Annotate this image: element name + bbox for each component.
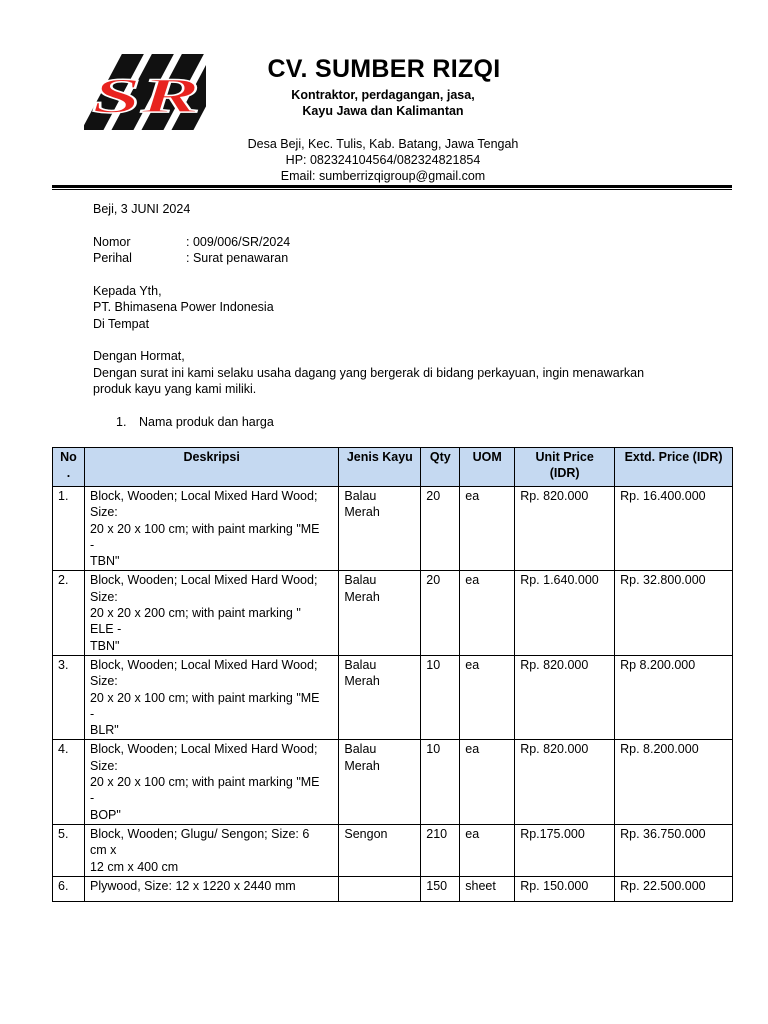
cell-deskripsi-line: Size: [89,589,118,604]
cell-qty: 10 [421,740,460,824]
greeting: Dengan Hormat, [93,349,185,363]
place-date: Beji, 3 JUNI 2024 [93,202,191,216]
cell-unit-price: Rp. 1.640.000 [515,571,615,655]
cell-deskripsi-line: Size: [89,674,118,689]
company-address: Desa Beji, Kec. Tulis, Kab. Batang, Jawa Tengah [247,137,519,151]
cell-deskripsi-line: Plywood, Size: 12 x 1220 x 2440 mm [89,878,296,893]
cell-extd-price: Rp. 36.750.000 [615,824,733,876]
cell-uom: sheet [460,876,515,901]
cell-deskripsi [84,487,338,571]
cell-jenis-kayu [339,740,421,824]
cell-no: 6. [53,876,85,901]
cell-deskripsi-line: 12 cm x 400 cm [89,859,179,874]
cell-deskripsi-line: ELE - [89,622,122,637]
perihal-value: : Surat penawaran [186,251,289,265]
recipient-line-2: PT. Bhimasena Power Indonesia [93,300,274,314]
cell-qty: 150 [421,876,460,901]
logo-text: SR [92,67,200,123]
body-line-2: produk kayu yang kami miliki. [93,382,257,396]
table-row [53,487,733,571]
cell-deskripsi-line: 20 x 20 x 100 cm; with paint marking "ME [89,690,320,705]
cell-extd-price: Rp. 8.200.000 [615,740,733,824]
cell-deskripsi [84,740,338,824]
cell-unit-price: Rp.175.000 [515,824,615,876]
cell-jenis-kayu-line: Balau [344,489,377,503]
header-extd-price: Extd. Price (IDR) [615,448,733,487]
table-row [53,655,733,739]
cell-extd-price: Rp 8.200.000 [615,655,733,739]
cell-jenis-kayu-line: Merah [344,674,380,689]
cell-deskripsi-line: 20 x 20 x 200 cm; with paint marking " [89,606,301,621]
recipient-line-3: Di Tempat [93,317,150,331]
cell-deskripsi-line: - [89,706,95,721]
recipient-line-1: Kepada Yth, [93,284,162,298]
cell-jenis-kayu-line: Merah [344,758,380,773]
cell-jenis-kayu-line: Balau [344,742,377,757]
cell-extd-price: Rp. 32.800.000 [615,571,733,655]
cell-deskripsi-line: BLR" [89,723,119,738]
cell-uom: ea [460,740,515,824]
cell-no: 3. [53,655,85,739]
cell-deskripsi-line: Size: [89,758,118,773]
cell-unit-price: Rp. 820.000 [515,655,615,739]
cell-deskripsi-line: - [89,791,95,806]
list-text: Nama produk dan harga [139,415,274,429]
cell-jenis-kayu [339,876,421,901]
cell-qty: 20 [421,487,460,571]
cell-deskripsi-line: TBN" [89,638,120,653]
cell-deskripsi-line: Block, Wooden; Glugu/ Sengon; Size: 6 [89,826,310,841]
cell-qty: 210 [421,824,460,876]
cell-deskripsi [84,824,338,876]
body-line-1: Dengan surat ini kami selaku usaha dagang yang bergerak di bidang perkayuan, ingin menawarkan [93,366,645,380]
table-row [53,571,733,655]
cell-jenis-kayu [339,487,421,571]
cell-jenis-kayu-line: Balau [344,573,377,588]
cell-no: 4. [53,740,85,824]
header-qty: Qty [421,448,460,487]
perihal-label: Perihal [93,251,132,265]
cell-unit-price: Rp. 150.000 [515,876,615,901]
cell-deskripsi [84,571,338,655]
cell-no: 2. [53,571,85,655]
company-name: CV. SUMBER RIZQI [267,55,501,83]
cell-extd-price: Rp. 22.500.000 [615,876,733,901]
cell-jenis-kayu [339,571,421,655]
list-number: 1. [116,415,127,429]
cell-deskripsi-line: Block, Wooden; Local Mixed Hard Wood; [89,657,318,672]
header-deskripsi: Deskripsi [84,448,338,487]
cell-uom: ea [460,655,515,739]
cell-unit-price: Rp. 820.000 [515,487,615,571]
company-email: Email: sumberrizqigroup@gmail.com [280,169,486,183]
tagline-2: Kayu Jawa dan Kalimantan [302,104,464,118]
table-header-row [53,448,733,487]
cell-jenis-kayu-line: Sengon [344,826,388,841]
cell-deskripsi-line: Size: [89,505,118,520]
cell-jenis-kayu-line: Merah [344,589,380,604]
nomor-label: Nomor [93,235,131,249]
table-row [53,740,733,824]
header-rule-thick [52,185,732,188]
header-rule-thin [52,189,732,190]
cell-deskripsi-line: Block, Wooden; Local Mixed Hard Wood; [89,489,318,503]
nomor-value: : 009/006/SR/2024 [186,235,291,249]
product-table [52,447,733,902]
cell-qty: 10 [421,655,460,739]
cell-jenis-kayu [339,824,421,876]
cell-deskripsi-line: BOP" [89,807,121,822]
cell-deskripsi [84,655,338,739]
cell-unit-price: Rp. 820.000 [515,740,615,824]
company-phone: HP: 082324104564/082324821854 [285,153,481,167]
tagline-1: Kontraktor, perdagangan, jasa, [291,88,475,102]
cell-deskripsi-line: 20 x 20 x 100 cm; with paint marking "ME [89,521,320,536]
header-jenis-kayu: Jenis Kayu [339,448,421,487]
header-uom: UOM [460,448,515,487]
cell-deskripsi-line: cm x [89,843,117,858]
cell-deskripsi-line: TBN" [89,554,120,569]
cell-deskripsi [84,876,338,901]
cell-uom: ea [460,487,515,571]
table-row [53,824,733,876]
cell-jenis-kayu [339,655,421,739]
header-unit-price: Unit Price (IDR) [515,448,615,487]
cell-extd-price: Rp. 16.400.000 [615,487,733,571]
cell-deskripsi-line: Block, Wooden; Local Mixed Hard Wood; [89,742,318,757]
cell-uom: ea [460,571,515,655]
cell-uom: ea [460,824,515,876]
cell-no: 1. [53,487,85,571]
cell-jenis-kayu-line: Merah [344,505,380,520]
header-no: No . [53,448,85,487]
cell-deskripsi-line: 20 x 20 x 100 cm; with paint marking "ME [89,775,320,790]
cell-deskripsi-line: Block, Wooden; Local Mixed Hard Wood; [89,573,318,588]
cell-jenis-kayu-line: Balau [344,657,377,672]
table-row [53,876,733,901]
cell-deskripsi-line: - [89,537,95,552]
cell-no: 5. [53,824,85,876]
cell-qty: 20 [421,571,460,655]
